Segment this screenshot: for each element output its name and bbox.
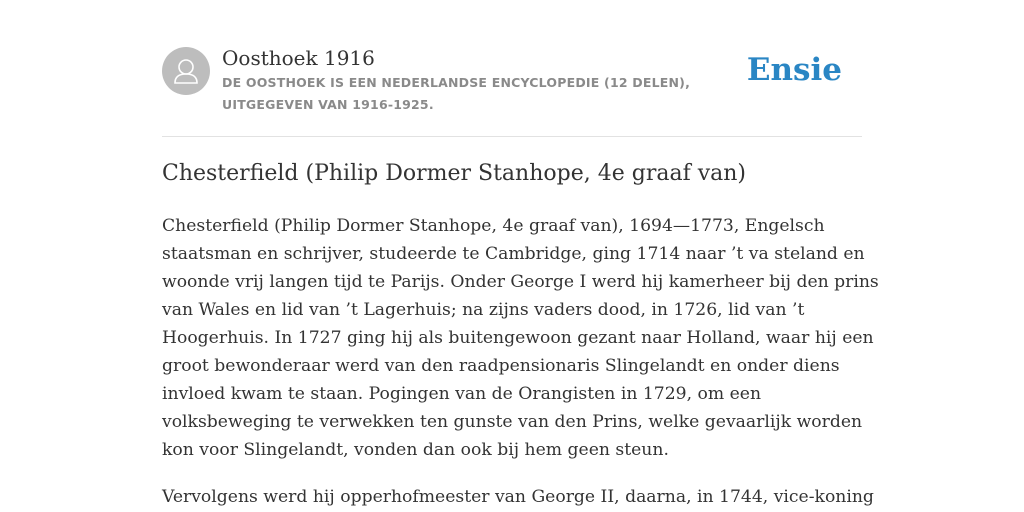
- source-description: DE OOSTHOEK IS EEN NEDERLANDSE ENCYCLOPEDIE (12 DELEN), UITGEGEVEN VAN 1916-1925.: [222, 75, 691, 112]
- article-body: [162, 212, 882, 512]
- article-title: Chesterfield (Philip Dormer Stanhope, 4e graaf van): [162, 161, 746, 186]
- source-header: [162, 40, 862, 137]
- article-paragraph: Chesterfield (Philip Dormer Stanhope, 4e graaf van), 1694—1773, Engelsch staatsman en schrijver, studeerde te Cambridge, ging 1714 naar ’t va steland en woonde vrij langen tijd te Parijs. Onder George I werd hij kamerheer bij den prins van Wales en lid van ’t Lagerhuis; na zijns vaders dood, in 1726, lid van ’t Hoogerhuis. In 1727 ging hij als buitengewoon gezant naar Holland, waar hij een groot bewonderaar werd van den raadpensionaris Slingelandt en onder diens invloed kwam te staan. Pogingen van de Orangisten in 1729, om een volksbeweging te verwekken ten gunste van den Prins, welke gevaarlijk worden kon voor Slingelandt, vonden dan ook bij hem geen steun.: [162, 216, 879, 460]
- brand-logo-link[interactable]: Ensie: [746, 52, 842, 88]
- source-avatar[interactable]: [162, 47, 210, 95]
- user-icon: [162, 47, 210, 95]
- article-paragraph: Vervolgens werd hij opperhofmeester van George II, daarna, in 1744, vice-koning: [162, 487, 874, 507]
- source-name[interactable]: Oosthoek 1916: [222, 46, 375, 70]
